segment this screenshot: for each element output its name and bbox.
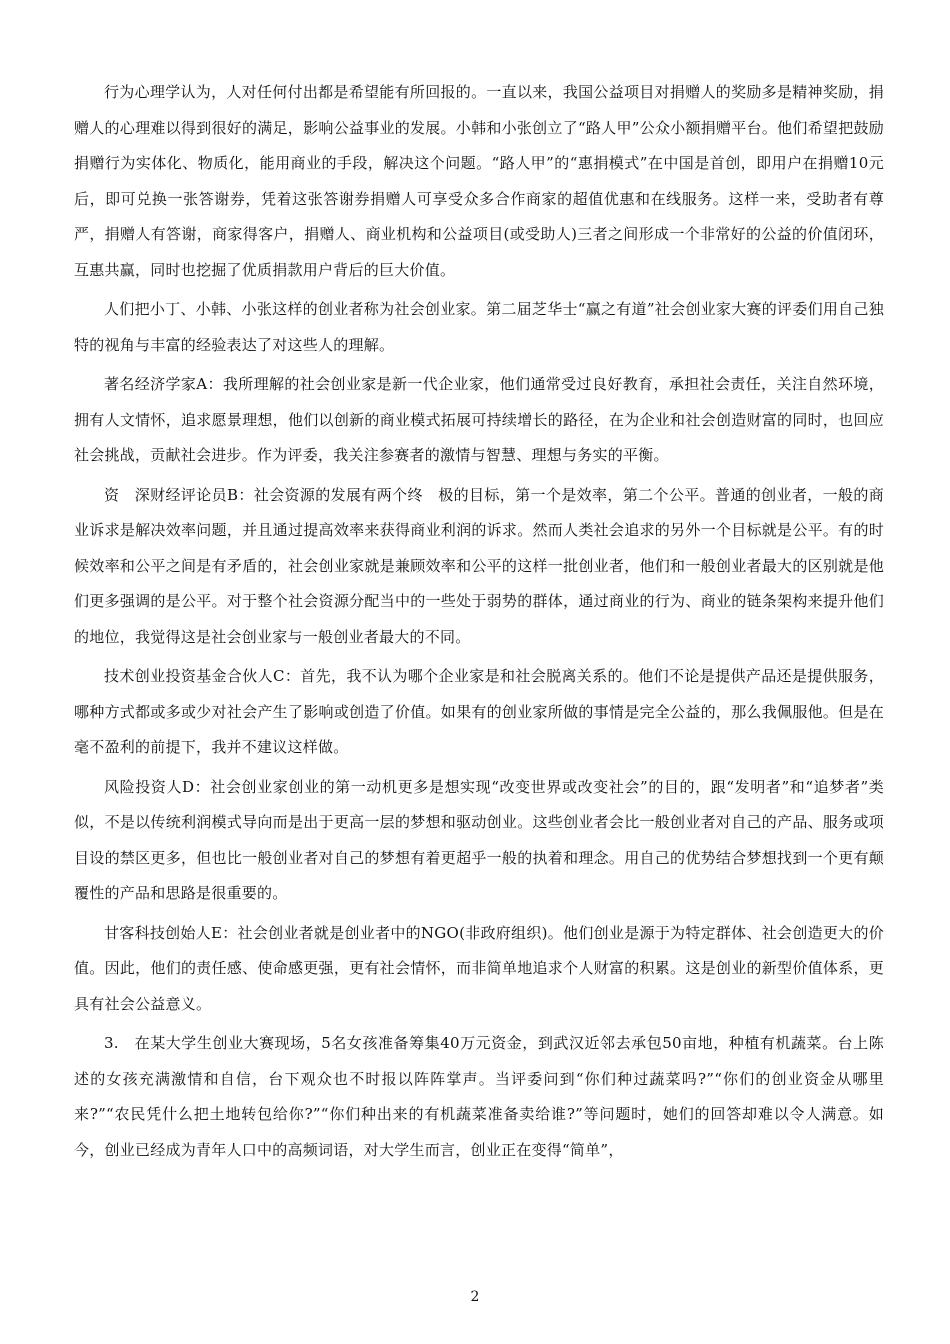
paragraph-question-3: 3. 在某大学生创业大赛现场，5名女孩准备筹集40万元资金，到武汉近邻去承包50亩地，种植有机蔬菜。台上陈述的女孩充满激情和自信，台下观众也不时报以阵阵掌声。当评委问到“你们种过蔬菜吗?”“你们的创业资金从哪里来?”“农民凭什么把土地转包给你?”“你们种出来的有机蔬菜准备卖给谁?”等问题时，她们的回答却难以令人满意。如今，创业已经成为青年人口中的高频词语，对大学生而言，创业正在变得“简单”， bbox=[74, 1034, 884, 1159]
paragraph-investor-d: 风险投资人D：社会创业家创业的第一动机更多是想实现“改变世界或改变社会”的目的，跟“发明者”和“追梦者”类似，不是以传统利润模式导向而是出于更高一层的梦想和驱动创业。这些创业者会比一般创业者对自己的产品、服务或项目设的禁区更多，但也比一般创业者对自己的梦想有着更超乎一般的执着和理念。用自己的优势结合梦想找到一个更有颠覆性的产品和思路是很重要的。 bbox=[74, 777, 884, 902]
page-number: 2 bbox=[470, 1289, 480, 1305]
paragraph-founder-e: 甘客科技创始人E：社会创业者就是创业者中的NGO(非政府组织)。他们创业是源于为特定群体、社会创造更大的价值。因此，他们的责任感、使命感更强，更有社会情怀，而非简单地追求个人财富的积累。这是创业的新型价值体系，更具有社会公益意义。 bbox=[74, 923, 884, 1013]
paragraph-partner-c: 技术创业投资基金合伙人C：首先，我不认为哪个企业家是和社会脱离关系的。他们不论是提供产品还是提供服务，哪种方式都或多或少对社会产生了影响或创造了价值。如果有的创业家所做的事情是完全公益的，那么我佩服他。但是在毫不盈利的前提下，我并不建议这样做。 bbox=[74, 667, 884, 756]
paragraph-luren-jia: 行为心理学认为，人对任何付出都是希望能有所回报的。一直以来，我国公益项目对捐赠人的奖励多是精神奖励，捐赠人的心理难以得到很好的满足，影响公益事业的发展。小韩和小张创立了“路人甲”公众小额捐赠平台。他们希望把鼓励捐赠行为实体化、物质化，能用商业的手段，解决这个问题。“路人甲”的“惠捐模式”在中国是首创，即用户在捐赠10元后，即可兑换一张答谢券，凭着这张答谢券捐赠人可享受众多合作商家的超值优惠和在线服务。这样一来，受助者有尊严，捐赠人有答谢，商家得客户，捐赠人、商业机构和公益项目(或受助人)三者之间形成一个非常好的公益的价值闭环，互惠共赢，同时也挖掘了优质捐款用户背后的巨大价值。 bbox=[74, 83, 884, 279]
paragraph-social-entrepreneurs-intro: 人们把小丁、小韩、小张这样的创业者称为社会创业家。第二届芝华士“赢之有道”社会创业家大赛的评委们用自己独特的视角与丰富的经验表达了对这些人的理解。 bbox=[74, 300, 884, 354]
paragraph-economist-a: 著名经济学家A：我所理解的社会创业家是新一代企业家，他们通常受过良好教育，承担社会责任，关注自然环境，拥有人文情怀，追求愿景理想，他们以创新的商业模式拓展可持续增长的路径，在为企业和社会创造财富的同时，也回应社会挑战，贡献社会进步。作为评委，我关注参赛者的激情与智慧、理想与务实的平衡。 bbox=[74, 375, 884, 464]
document-body bbox=[74, 75, 884, 1168]
paragraph-commentator-b: 资 深财经评论员B：社会资源的发展有两个终 极的目标，第一个是效率，第二个公平。普通的创业者，一般的商业诉求是解决效率问题，并且通过提高效率来获得商业利润的诉求。然而人类社会追求的另外一个目标就是公平。有的时候效率和公平之间是有矛盾的，社会创业家就是兼顾效率和公平的这样一批创业者，他们和一般创业者最大的区别就是他们更多强调的是公平。对于整个社会资源分配当中的一些处于弱势的群体，通过商业的行为、商业的链条架构来提升他们的地位，我觉得这是社会创业家与一般创业者最大的不同。 bbox=[74, 485, 884, 646]
